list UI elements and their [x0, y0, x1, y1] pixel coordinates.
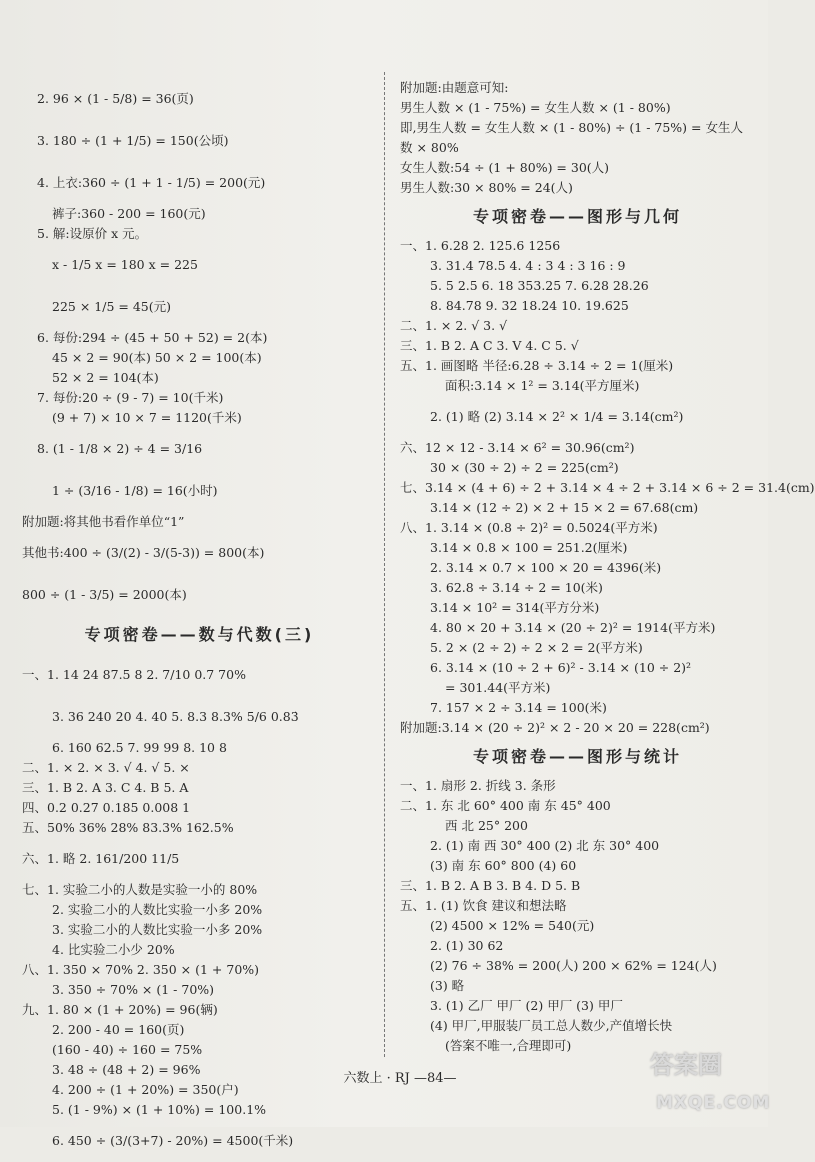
answer-line: 八、1. 350 × 70% 2. 350 × (1 + 70%): [22, 962, 260, 977]
answer-line: 四、0.2 0.27 0.185 0.008 1: [22, 800, 191, 815]
answer-line: 5. 2 × (2 ÷ 2) ÷ 2 × 2 = 2(平方米): [430, 640, 643, 655]
answer-line: 3. 350 ÷ 70% × (1 - 70%): [52, 982, 215, 997]
answer-line: 6. 160 62.5 7. 99 99 8. 10 8: [52, 740, 227, 755]
answer-line: 男生人数 × (1 - 75%) = 女生人数 × (1 - 80%): [400, 100, 671, 115]
answer-line: 面积:3.14 × 1² = 3.14(平方厘米): [445, 378, 640, 393]
right-answers-part3: [400, 776, 755, 1056]
answer-line: 3. (1) 乙厂 甲厂 (2) 甲厂 (3) 甲厂: [430, 998, 623, 1013]
answer-line: (3) 南 东 60° 800 (4) 60: [430, 858, 577, 873]
answer-line: 七、3.14 × (4 + 6) ÷ 2 + 3.14 × 4 ÷ 2 + 3.14 × 6 ÷ 2 = 31.4(cm): [400, 480, 815, 495]
answer-line: 二、1. × 2. × 3. √ 4. √ 5. ×: [22, 760, 190, 775]
answer-line: 2. 200 - 40 = 160(页): [52, 1022, 185, 1037]
answer-line: 4. 上衣:360 ÷ (1 + 1 - 1/5) = 200(元): [37, 175, 266, 190]
answer-line: 7. 157 × 2 ÷ 3.14 = 100(米): [430, 700, 607, 715]
answer-line: 6. 3.14 × (10 ÷ 2 + 6)² - 3.14 × (10 ÷ 2)²: [430, 660, 692, 675]
answer-line: 八、1. 3.14 × (0.8 ÷ 2)² = 0.5024(平方米): [400, 520, 658, 535]
answer-line: (2) 4500 × 12% = 540(元): [430, 918, 595, 933]
page-footer: 六数上 · RJ —84—: [343, 1071, 457, 1086]
answer-line: 3. 实验二小的人数比实验一小多 20%: [52, 922, 263, 937]
section-title-number-algebra: 专项密卷——数与代数(三): [84, 625, 315, 644]
answer-line: 2. 实验二小的人数比实验一小多 20%: [52, 902, 263, 917]
left-answers-part1: [22, 78, 377, 616]
answer-line: 3.14 × (12 ÷ 2) × 2 + 15 × 2 = 67.68(cm): [430, 500, 699, 515]
answer-line: 7. 每份:20 ÷ (9 - 7) = 10(千米): [37, 390, 224, 405]
answer-line: x - 1/5 x = 180 x = 225: [52, 257, 198, 272]
answer-line: 一、1. 6.28 2. 125.6 1256: [400, 238, 561, 253]
answer-line: 225 × 1/5 = 45(元): [52, 299, 171, 314]
answer-line: 8. (1 - 1/8 × 2) ÷ 4 = 3/16: [37, 441, 203, 456]
answer-line: 七、1. 实验二小的人数是实验一小的 80%: [22, 882, 258, 897]
answer-line: 4. 80 × 20 + 3.14 × (20 ÷ 2)² = 1914(平方米): [430, 620, 716, 635]
answer-line: 2. 3.14 × 0.7 × 100 × 20 = 4396(米): [430, 560, 662, 575]
answer-line: 五、1. (1) 饮食 建议和想法略: [400, 898, 567, 913]
watermark-logo: [650, 1045, 771, 1123]
answer-line: = 301.44(平方米): [445, 680, 551, 695]
right-answers-part1: [400, 78, 755, 198]
answer-line: 3. 36 240 20 4. 40 5. 8.3 8.3% 5/6 0.83̇: [52, 709, 299, 724]
answer-line: 30 × (30 ÷ 2) ÷ 2 = 225(cm²): [430, 460, 619, 475]
answer-line: 8. 84.78 9. 32 18.24 10. 19.625: [430, 298, 629, 313]
answer-line: 2. (1) 略 (2) 3.14 × 2² × 1/4 = 3.14(cm²): [430, 409, 684, 424]
answer-line: 2. (1) 30 62: [430, 938, 504, 953]
watermark-url: MXQE.COM: [656, 1093, 771, 1113]
answer-line: 五、1. 画图略 半径:6.28 ÷ 3.14 ÷ 2 = 1(厘米): [400, 358, 674, 373]
watermark-title: 答案圈: [650, 1051, 722, 1079]
left-column: [22, 78, 377, 1162]
answer-line: 1 ÷ (3/16 - 1/8) = 16(小时): [52, 483, 218, 498]
answer-line: 5. 5 2.5 6. 18 353.25 7. 6.28 28.26: [430, 278, 649, 293]
answer-line: (4) 甲厂,甲服装厂员工总人数少,产值增长快: [430, 1018, 673, 1033]
answer-line: 3. 62.8 ÷ 3.14 ÷ 2 = 10(米): [430, 580, 603, 595]
answer-line: (3) 略: [430, 978, 465, 993]
answer-line: 数 × 80%: [400, 140, 459, 155]
answer-line: 二、1. 东 北 60° 400 南 东 45° 400: [400, 798, 611, 813]
answer-line: 一、1. 14 24 87.5 8 2. 7/10 0.7 70%: [22, 667, 246, 682]
answer-line: 九、1. 80 × (1 + 20%) = 96(辆): [22, 1002, 218, 1017]
answer-line: 52 × 2 = 104(本): [52, 370, 159, 385]
answer-line: 4. 200 ÷ (1 + 20%) = 350(户): [52, 1082, 239, 1097]
answer-line: 六、12 × 12 - 3.14 × 6² = 30.96(cm²): [400, 440, 635, 455]
answer-line: 3. 48 ÷ (48 + 2) = 96%: [52, 1062, 201, 1077]
answer-line: 3. 31.4 78.5 4. 4 : 3 4 : 3 16 : 9: [430, 258, 626, 273]
answer-line: 4. 比实验二小少 20%: [52, 942, 175, 957]
answer-line: 附加题:由题意可知:: [400, 80, 509, 95]
answer-line: 五、50% 36% 28% 83.3% 162.5%: [22, 820, 234, 835]
answer-line: 6. 每份:294 ÷ (45 + 50 + 52) = 2(本): [37, 330, 268, 345]
answer-line: 2. (1) 南 西 30° 400 (2) 北 东 30° 400: [430, 838, 660, 853]
column-divider: [384, 72, 385, 1057]
answer-line: 5. (1 - 9%) × (1 + 10%) = 100.1%: [52, 1102, 267, 1117]
answer-line: 三、1. B 2. A C 3. V 4. C 5. √: [400, 338, 579, 353]
answer-line: 男生人数:30 × 80% = 24(人): [400, 180, 573, 195]
answer-line: 45 × 2 = 90(本) 50 × 2 = 100(本): [52, 350, 262, 365]
right-column: [400, 78, 815, 1056]
answer-line: (160 - 40) ÷ 160 = 75%: [52, 1042, 203, 1057]
answer-line: 5. 解:设原价 x 元。: [37, 226, 148, 241]
answer-line: 三、1. B 2. A 3. C 4. B 5. A: [22, 780, 189, 795]
answer-line: 800 ÷ (1 - 3/5) = 2000(本): [22, 587, 187, 602]
answer-line: 6. 450 ÷ (3/(3+7) - 20%) = 4500(千米): [52, 1133, 294, 1148]
answer-line: 女生人数:54 ÷ (1 + 80%) = 30(人): [400, 160, 610, 175]
answer-line: (2) 76 ÷ 38% = 200(人) 200 × 62% = 124(人): [430, 958, 717, 973]
answer-line: (答案不唯一,合理即可): [445, 1038, 572, 1053]
right-answers-part2: [400, 236, 815, 738]
answer-line: 3.14 × 10² = 314(平方分米): [430, 600, 600, 615]
answer-line: 即,男生人数 = 女生人数 × (1 - 80%) ÷ (1 - 75%) = 女生人: [400, 120, 743, 135]
answer-line: 西 北 25° 200: [445, 818, 528, 833]
answer-line: 六、1. 略 2. 161/200 11/5: [22, 851, 180, 866]
answer-line: 二、1. × 2. √ 3. √: [400, 318, 508, 333]
answer-line: 其他书:400 ÷ (3/(2) - 3/(5-3)) = 800(本): [22, 545, 265, 560]
answer-line: 附加题:将其他书看作单位“1”: [22, 514, 185, 529]
answer-line: 裤子:360 - 200 = 160(元): [52, 206, 206, 221]
answer-line: (9 + 7) × 10 × 7 = 1120(千米): [52, 410, 242, 425]
answer-line: 3.14 × 0.8 × 100 = 251.2(厘米): [430, 540, 628, 555]
answer-line: 3. 180 ÷ (1 + 1/5) = 150(公顷): [37, 133, 229, 148]
answer-line: 一、1. 扇形 2. 折线 3. 条形: [400, 778, 556, 793]
answer-line: 附加题:3.14 × (20 ÷ 2)² × 2 - 20 × 20 = 228(cm²): [400, 720, 710, 735]
section-title-statistics: 专项密卷——图形与统计: [472, 747, 682, 766]
answer-line: 2. 96 × (1 - 5/8) = 36(页): [37, 91, 194, 106]
answer-line: 三、1. B 2. A B 3. B 4. D 5. B: [400, 878, 581, 893]
section-title-geometry: 专项密卷——图形与几何: [472, 207, 682, 226]
